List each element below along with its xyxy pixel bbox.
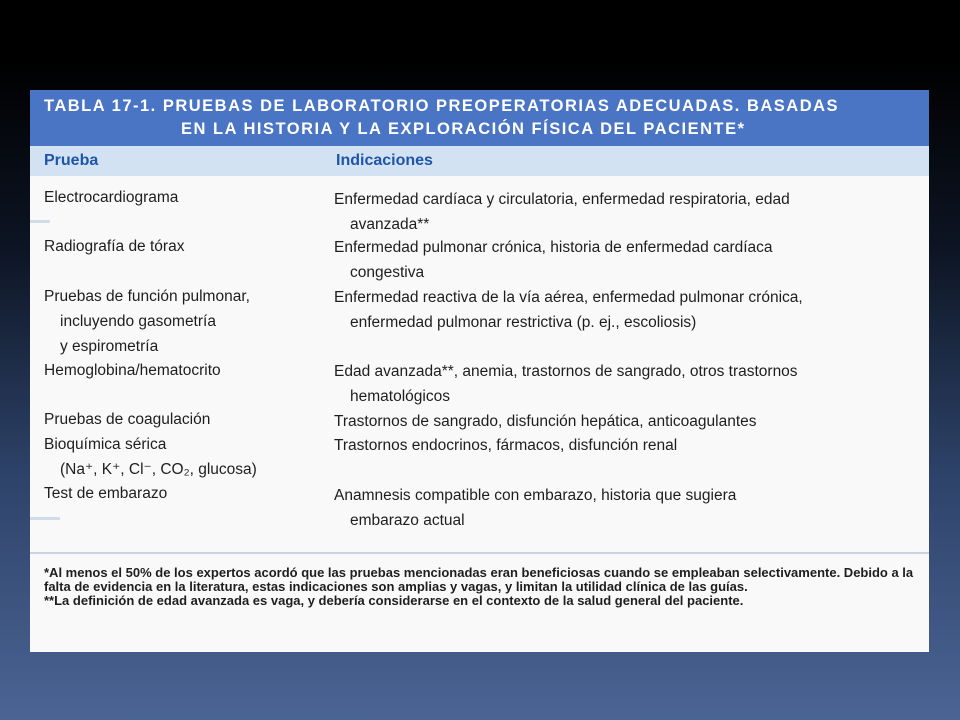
- table-cell-indicaciones: [334, 409, 757, 434]
- table-cell-indicaciones: [334, 187, 790, 237]
- column-header-prueba: Prueba: [44, 152, 99, 169]
- cell-text: Enfermedad reactiva de la vía aérea, enfermedad pulmonar crónica,: [334, 289, 803, 306]
- cell-text: Electrocardiograma: [44, 189, 179, 206]
- cell-text: avanzada**: [350, 216, 430, 233]
- cell-text: embarazo actual: [350, 512, 465, 529]
- cell-text: Radiografía de tórax: [44, 238, 185, 255]
- cell-text: incluyendo gasometría: [60, 313, 216, 330]
- table-header-row: [30, 146, 929, 176]
- bleed-mark: [30, 517, 60, 520]
- cell-text: Pruebas de coagulación: [44, 411, 211, 428]
- cell-text: Edad avanzada**, anemia, trastornos de sangrado, otros trastornos: [334, 363, 798, 380]
- table-cell-indicaciones: [334, 359, 798, 409]
- table-cell-prueba: [44, 481, 167, 506]
- cell-text: Pruebas de función pulmonar,: [44, 288, 250, 305]
- footnote-divider: [30, 552, 929, 554]
- cell-text: congestiva: [350, 264, 425, 281]
- cell-text: Hemoglobina/hematocrito: [44, 362, 221, 379]
- bleed-mark: [30, 220, 50, 223]
- table-cell-prueba: [44, 284, 250, 359]
- table-cell-prueba: [44, 185, 178, 210]
- cell-text: Trastornos de sangrado, disfunción hepática, anticoagulantes: [334, 413, 757, 430]
- cell-text: Bioquímica sérica: [44, 436, 167, 453]
- table-title-line-1: TABLA 17-1. PRUEBAS DE LABORATORIO PREOPERATORIAS ADECUADAS. BASADAS: [44, 97, 840, 115]
- footnote-2: **La definición de edad avanzada es vaga, y debería considerarse en el contexto de la salud general del paciente.: [44, 593, 744, 608]
- table-cell-indicaciones: [334, 285, 803, 335]
- cell-text: Anamnesis compatible con embarazo, historia que sugiera: [334, 487, 737, 504]
- cell-text: Enfermedad pulmonar crónica, historia de enfermedad cardíaca: [334, 239, 773, 256]
- table-title-bar: [30, 90, 929, 146]
- footnote-1: *Al menos el 50% de los expertos acordó que las pruebas mencionadas eran beneficiosas cuando se empleaban selectivamente. Debido a la falta de evidencia en la literatura, estas indicaciones son amplias y vagas, y limitan la utilidad clínica de las guías.: [44, 565, 914, 594]
- footnotes: [44, 566, 914, 608]
- cell-text: (Na⁺, K⁺, Cl⁻, CO₂, glucosa): [60, 461, 257, 478]
- table-cell-prueba: [44, 407, 210, 432]
- table-cell-indicaciones: [334, 433, 677, 458]
- cell-text: hematológicos: [350, 388, 450, 405]
- cell-text: y espirometría: [60, 338, 159, 355]
- column-header-indicaciones: Indicaciones: [336, 152, 433, 169]
- cell-text: Enfermedad cardíaca y circulatoria, enfermedad respiratoria, edad: [334, 191, 790, 208]
- cell-text: enfermedad pulmonar restrictiva (p. ej., escoliosis): [350, 314, 697, 331]
- table-cell-prueba: [44, 234, 184, 259]
- table-title-line-2: EN LA HISTORIA Y LA EXPLORACIÓN FÍSICA DEL PACIENTE*: [181, 120, 746, 138]
- table-cell-indicaciones: [334, 483, 736, 533]
- cell-text: Test de embarazo: [44, 485, 168, 502]
- cell-text: Trastornos endocrinos, fármacos, disfunción renal: [334, 437, 678, 454]
- table-cell-indicaciones: [334, 235, 773, 285]
- table-cell-prueba: [44, 432, 257, 482]
- table-cell-prueba: [44, 358, 221, 383]
- table-sheet: [30, 90, 929, 652]
